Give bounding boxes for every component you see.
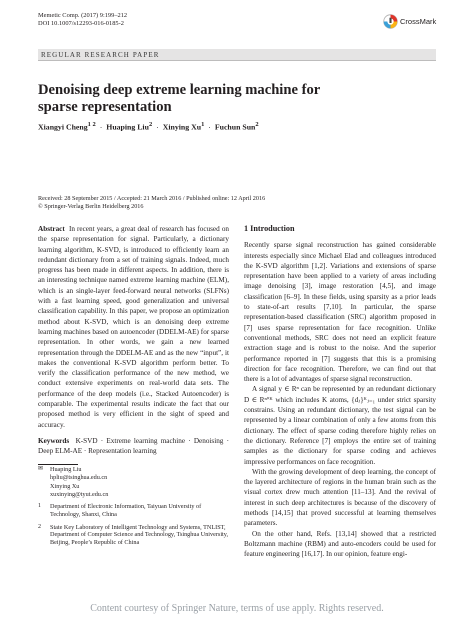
- paragraph: Recently sparse signal reconstruction has gained considerable interests especially since Michael Elad and colleagues introduced the K-SVD algorithm [1,2]. Variations and extensions of sparse representation have been applied to a variety of areas including image denoising [3], image restoration [4,5], and image classification [6–9]. In these fields, using sparsity as a prior leads to state-of-art results [7,10]. In particular, the sparse representation-based classification (SRC) algorithm proposed in [7] uses sparse representation for face recognition. Unlike conventional methods, SRC does not need an explicit feature extraction stage and is robust to the noise. And the superior performance reported in [7] suggests that this is a promising direction for face recognition. Therefore, we can find out that there is a lot of advantages of sparse signal reconstruction.: [244, 241, 436, 384]
- author-affiliation-mark: 1 2: [87, 121, 96, 128]
- journal-citation: Memetic Comp. (2017) 9:199–212: [38, 12, 128, 19]
- corresponding-author: [38, 466, 229, 481]
- doi-link[interactable]: DOI 10.1007/s12293-016-0185-2: [38, 20, 124, 28]
- keywords-text: K-SVD · Extreme learning machine · Denoising · Deep ELM-AE · Representation learning: [38, 436, 230, 456]
- keywords-label: Keywords: [38, 436, 70, 445]
- affiliation: [38, 503, 229, 518]
- abstract-text: In recent years, a great deal of research has focused on the sparse representation for signal. Particularly, a dictionary learning algorithm, K-SVD, is introduced to efficiently learn an redundant dictionary from a set of training signals. Indeed, much progress has been made in different aspects. In addition, there is an interesting technique named extreme learning machine (ELM), which is an single-layer feed-forward neural networks (SLFNs) with a fast learning speed, good generalization and universal classification capability. In this paper, we propose an optimization method about K-SVD, which is an denoising deep extreme learning machines based on autoencoder (DDELM-AE) for sparse representation. In other words, we gain a new learned representation through the DDELM-AE and as the new “input”, it makes the conventional K-SVD algorithm perform better. To verify the classification performance of the new method, we conduct extensive experiments on real-world data sets. The performance of the deep models (i.e., Stacked Autoencoder) is comparable. The experimental results indicate the fact that our proposed method is very efficient in the sight of speed and accuracy.: [38, 225, 230, 429]
- article-type-label: REGULAR RESEARCH PAPER: [41, 50, 160, 59]
- author-affiliation-mark: 2: [148, 121, 153, 128]
- author-name[interactable]: Xiangyi Cheng: [38, 122, 88, 132]
- author-list: [38, 121, 259, 132]
- author-name[interactable]: Fuchun Sun: [214, 122, 256, 132]
- paragraph: With the growing development of deep learning, the concept of the layered architecture of regions in the human brain such as the visual cortex drew much attention [11–13]. And the revival of interest in such deep architectures is because of the discovery of methods [14,15] that proved successful at learning themselves parameters.: [244, 467, 436, 528]
- paper-title: Denoising deep extreme learning machine for sparse representation: [38, 82, 320, 115]
- paragraph: A signal y ∈ Rⁿ can be represented by an redundant dictionary D ∈ Rⁿ˟ᴷ which includes K atoms, {dⱼ}ᴷⱼ₌₁ under strict sparsity constrains. Using an redundant dictionary, the test signal can be represented by a linear combination of only a few atoms from this dictionary. The effect of sparse coding therefore highly relies on the dictionary. Reference [7] employs the entire set of training samples as the dictionary for sparse coding and achieves impressive performances on face recognition.: [244, 385, 436, 466]
- crossmark-badge[interactable]: [383, 14, 436, 29]
- received-accepted-published: Received: 28 September 2015 / Accepted: 21 March 2016 / Published online: 12 April 2016: [38, 195, 266, 202]
- footnote-rule: [38, 464, 78, 465]
- author-affiliation-mark: 1: [201, 121, 205, 128]
- crossmark-label: CrossMark: [400, 17, 437, 26]
- author-name[interactable]: Huaping Liu: [106, 122, 149, 132]
- corresponding-email[interactable]: xuxinying@tyut.edu.cn: [50, 490, 109, 498]
- copyright-line: © Springer-Verlag Berlin Heidelberg 2016: [38, 202, 144, 210]
- paragraph: On the other hand, Refs. [13,14] showed that a restricted Boltzmann machine (RBM) and auto-encoders could be used for feature engineering [16,17]. In our opinion, feature engi-: [244, 529, 436, 559]
- journal-info: [38, 12, 127, 29]
- author-separator: ·: [208, 122, 211, 132]
- affiliation-text: State Key Laboratory of Intelligent Technology and Systems, TNLIST, Department of Computer Science and Technology, Tsinghua University, Beijing, People’s Republic of China: [50, 523, 229, 546]
- author-affiliation-mark: 2: [255, 121, 259, 128]
- footnotes: [38, 466, 229, 548]
- affiliation-mark: 1: [38, 503, 41, 510]
- keywords: [38, 436, 229, 457]
- affiliation: [38, 524, 229, 547]
- right-column: [244, 224, 436, 560]
- crossmark-icon: [383, 14, 398, 29]
- affiliation-mark: 2: [38, 523, 41, 530]
- corresponding-name: Huaping Liu: [50, 466, 82, 473]
- corresponding-email[interactable]: hpliu@tsinghua.edu.cn: [50, 473, 108, 481]
- author-separator: ·: [156, 122, 159, 132]
- left-column: [38, 224, 229, 463]
- section-heading: 1 Introduction: [244, 224, 295, 233]
- article-type-banner: [38, 49, 436, 61]
- affiliation-text: Department of Electronic Information, Taiyuan University of Technology, Shanxi, China: [50, 503, 202, 518]
- author-separator: ·: [99, 122, 103, 132]
- publication-dates: [38, 195, 265, 211]
- corresponding-name: Xinying Xu: [50, 483, 80, 491]
- corresponding-author: [38, 483, 229, 498]
- abstract-label: Abstract: [38, 225, 65, 233]
- copyright-footer: Content courtesy of Springer Nature, terms of use apply. Rights reserved.: [90, 603, 384, 614]
- envelope-icon: ✉: [38, 466, 44, 472]
- author-name[interactable]: Xinying Xu: [162, 122, 202, 132]
- abstract: [38, 224, 229, 430]
